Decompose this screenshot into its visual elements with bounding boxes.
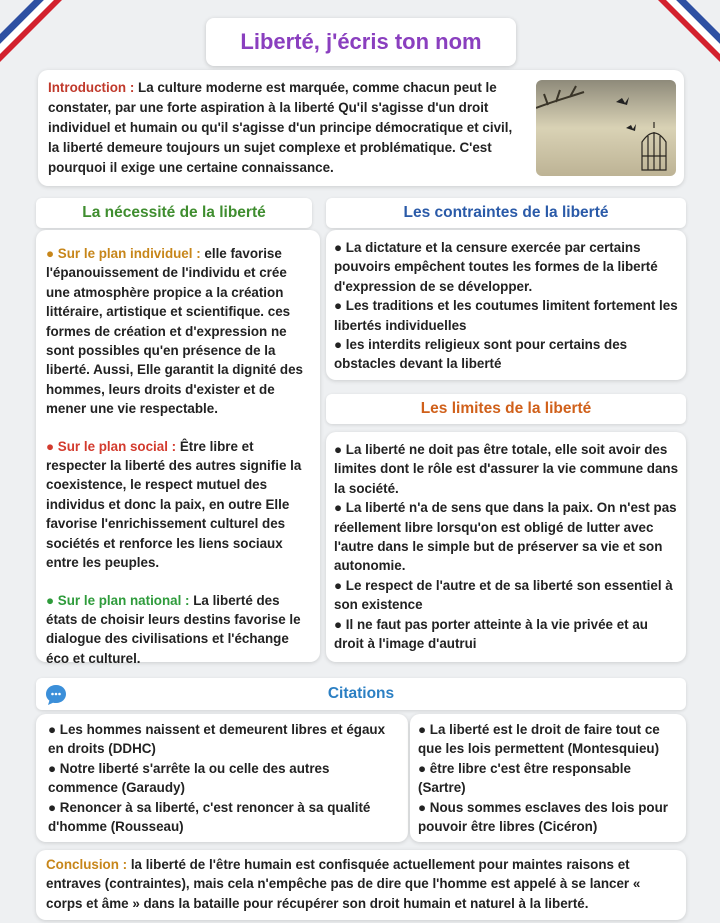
introduction-panel — [38, 70, 684, 186]
plan-individuel-label: ● Sur le plan individuel : — [46, 246, 201, 261]
conclusion-panel — [36, 850, 686, 920]
introduction-text — [48, 78, 526, 178]
limites-panel — [326, 432, 686, 662]
citation-item: ● Les hommes naissent et demeurent libres et égaux en droits (DDHC) — [48, 722, 386, 757]
heading-limites: Les limites de la liberté — [326, 394, 686, 424]
plan-national-label: ● Sur le plan national : — [46, 592, 190, 608]
limite-item: ● La liberté ne doit pas être totale, elle soit avoir des limites dont le rôle est d'assurer la vie commune dans la société. — [334, 442, 679, 496]
plan-individuel-text: elle favorise l'épanouissement de l'individu et crée une atmosphère propice a la création littéraire, artistique et scientifique. ces formes de création et d'expression ne sont possibles qu'en présence de la liberté. Aussi, Elle garantit la dignité des hommes, leurs droits d'exister et de mener une vie respectable. — [46, 246, 303, 417]
plan-individuel — [46, 244, 314, 419]
citations-left-panel — [36, 714, 408, 842]
citations-left-list — [48, 720, 400, 836]
introduction-label: Introduction : — [48, 80, 135, 95]
citation-item: ● Renoncer à sa liberté, c'est renoncer à sa qualité d'homme (Rousseau) — [48, 799, 371, 835]
heading-citations: Citations — [36, 678, 686, 710]
french-flag-ribbon-right-icon — [658, 0, 720, 62]
limite-item: ● Il ne faut pas porter atteinte à la vie privée et au droit à l'image d'autrui — [334, 616, 648, 652]
contrainte-item: ● La dictature et la censure exercée par certains pouvoirs empêchent toutes les formes de la liberté d'expression de se développer. — [334, 240, 658, 294]
limite-item: ● La liberté n'a de sens que dans la paix. On n'est pas réellement libre lorsqu'on est obligé de lutter avec l'autre dans le simple but de préserver sa vie et son autonomie. — [334, 500, 677, 574]
citation-item: ● Notre liberté s'arrête la ou celle des autres commence (Garaudy) — [48, 760, 330, 796]
conclusion-body: la liberté de l'être humain est confisquée actuellement pour maintes raisons et entraves (contraintes), mais cela n'empêche pas de dire que l'homme est appelé à se lancer « corps et âme » dans la bataille pour récupérer son droit humain et naturel à la liberté. — [46, 857, 641, 911]
heading-contraintes: Les contraintes de la liberté — [326, 198, 686, 228]
necessite-text — [46, 244, 314, 686]
speech-bubble-icon — [44, 683, 68, 707]
contrainte-item: ● les interdits religieux sont pour certains des obstacles devant la liberté — [334, 337, 628, 372]
plan-social-label: ● Sur le plan social : — [46, 438, 177, 454]
plan-social — [46, 437, 314, 573]
introduction-body: La culture moderne est marquée, comme chacun peut le constater, par une forte aspiration à la liberté Qu'il s'agisse d'un droit individuel et humain ou qu'il s'agisse d'un principe démocratique et civil, la liberté demeure toujours un sujet complexe et problématique. C'est pourquoi il exige une certaine connaissance. — [48, 80, 513, 175]
conclusion-label: Conclusion : — [46, 857, 128, 872]
plan-national-text: La liberté des états de choisir leurs destins favorise le dialogue des civilisations et l'échange éco et culturel. — [46, 592, 301, 666]
heading-necessite: La nécessité de la liberté — [36, 198, 312, 228]
birds-and-birdcage-image — [536, 80, 676, 176]
page-title: Liberté, j'écris ton nom — [206, 18, 516, 66]
necessite-panel — [36, 230, 320, 666]
citations-right-list — [418, 720, 682, 836]
plan-social-text: Être libre et respecter la liberté des autres signifie la coexistence, le respect mutuel des individus et donc la paix, en outre Elle favorise l'enrichissement culturel des sociétés et renforce les liens sociaux entre les peuples. — [46, 438, 302, 571]
limite-item: ● Le respect de l'autre et de sa liberté son essentiel à son existence — [334, 577, 673, 613]
contraintes-panel — [326, 230, 686, 380]
plan-national — [46, 591, 314, 669]
french-flag-ribbon-left-icon — [0, 0, 62, 62]
citations-right-panel — [410, 714, 686, 842]
contrainte-item: ● Les traditions et les coutumes limitent fortement les libertés individuelles — [334, 298, 678, 333]
limites-list — [334, 440, 680, 653]
contraintes-list — [334, 238, 680, 374]
citation-item: ● être libre c'est être responsable (Sartre) — [418, 760, 631, 796]
citation-item: ● La liberté est le droit de faire tout ce que les lois permettent (Montesquieu) — [418, 722, 660, 757]
conclusion-text — [46, 855, 678, 913]
citation-item: ● Nous sommes esclaves des lois pour pouvoir être libres (Cicéron) — [418, 799, 668, 835]
